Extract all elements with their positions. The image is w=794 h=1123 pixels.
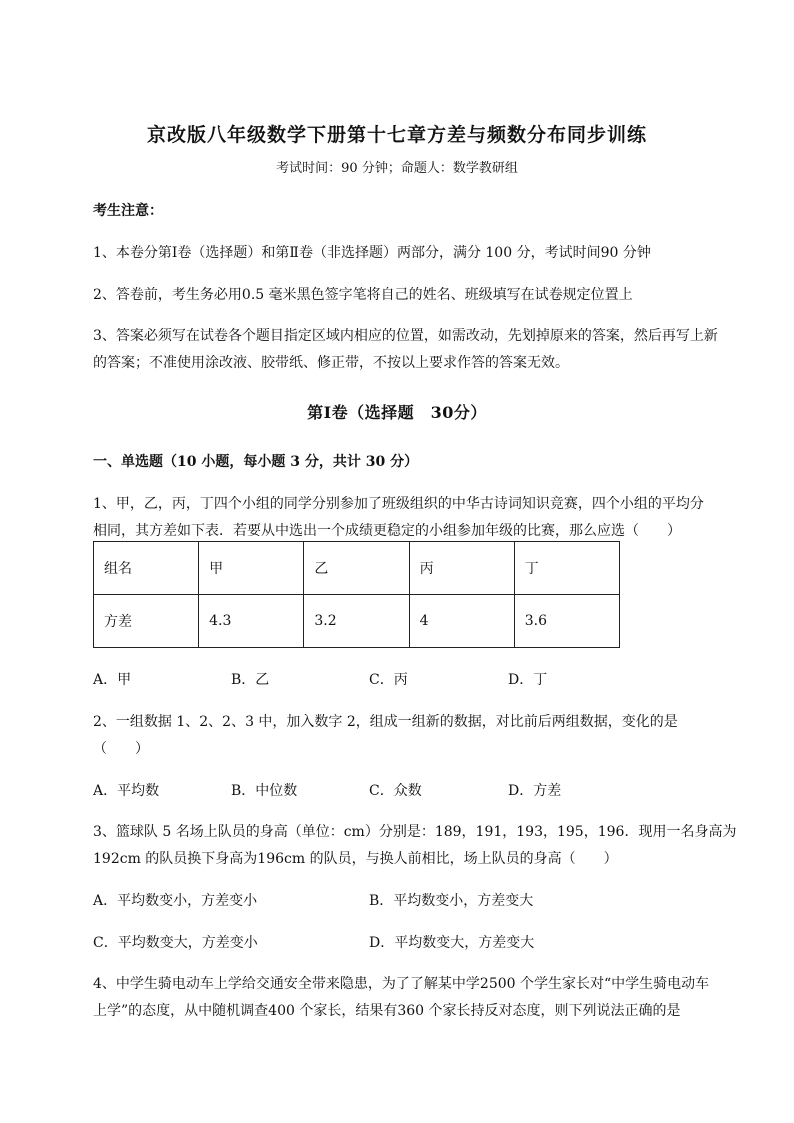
- question-1-option-b[interactable]: B．乙: [231, 672, 270, 688]
- page-title: 京改版八年级数学下册第十七章方差与频数分布同步训练: [146, 124, 647, 146]
- question-3-line-2: 192cm 的队员换下身高为196cm 的队员，与换人前相比，场上队员的身高（ ）: [93, 851, 618, 867]
- table-cell: 4.3: [199, 595, 304, 648]
- section-title: 第Ⅰ卷（选择题 30分）: [307, 403, 487, 422]
- variance-table: [93, 541, 620, 648]
- table-cell: 丙: [409, 542, 514, 595]
- table-cell: 4: [409, 595, 514, 648]
- notice-item-2: 2、答卷前，考生务必用0.5 毫米黑色签字笔将自己的姓名、班级填写在试卷规定位置上: [93, 287, 633, 303]
- section-subheading: 一、单选题（10 小题，每小题 3 分，共计 30 分）: [93, 454, 419, 470]
- question-4-line-2: 上学”的态度，从中随机调查400 个家长，结果有360 个家长持反对态度，则下列说法正确的是: [93, 1003, 681, 1019]
- question-3-option-b[interactable]: B．平均数变小，方差变大: [369, 893, 534, 909]
- table-cell: 3.2: [304, 595, 409, 648]
- notice-heading: 考生注意：: [93, 203, 163, 219]
- table-cell: 甲: [199, 542, 304, 595]
- notice-item-3-line-1: 3、答案必须写在试卷各个题目指定区域内相应的位置，如需改动，先划掉原来的答案，然后再写上新: [93, 328, 718, 344]
- question-2-option-b[interactable]: B．中位数: [231, 783, 298, 799]
- question-1-option-c[interactable]: C．丙: [369, 672, 408, 688]
- table-cell: 丁: [514, 542, 619, 595]
- question-3-line-1: 3、篮球队 5 名场上队员的身高（单位：cm）分别是：189，191，193，195，196．现用一名身高为: [93, 824, 737, 840]
- question-3-option-c[interactable]: C．平均数变大，方差变小: [93, 935, 258, 951]
- table-cell: 乙: [304, 542, 409, 595]
- question-2-option-a[interactable]: A．平均数: [93, 783, 160, 799]
- question-1-option-a[interactable]: A．甲: [93, 672, 132, 688]
- question-1-option-d[interactable]: D．丁: [508, 672, 548, 688]
- table-header-row: [94, 542, 620, 595]
- table-cell: 方差: [94, 595, 199, 648]
- question-3-option-a[interactable]: A．平均数变小，方差变小: [93, 893, 258, 909]
- notice-item-3-line-2: 的答案；不准使用涂改液、胶带纸、修正带，不按以上要求作答的答案无效。: [93, 355, 569, 371]
- question-1-line-2: 相同，其方差如下表．若要从中选出一个成绩更稳定的小组参加年级的比赛，那么应选（ ）: [93, 523, 681, 539]
- table-cell: 组名: [94, 542, 199, 595]
- table-row: [94, 595, 620, 648]
- exam-info: 考试时间：90 分钟；命题人：数学教研组: [276, 161, 518, 176]
- question-2-line-1: 2、一组数据 1、2、2、3 中，加入数字 2，组成一组新的数据，对比前后两组数据，变化的是: [93, 714, 678, 730]
- question-2-option-d[interactable]: D．方差: [508, 783, 562, 799]
- question-4-line-1: 4、中学生骑电动车上学给交通安全带来隐患，为了了解某中学2500 个学生家长对“中学生骑电动车: [93, 976, 710, 992]
- table-cell: 3.6: [514, 595, 619, 648]
- question-1-line-1: 1、甲，乙，丙，丁四个小组的同学分别参加了班级组织的中华古诗词知识竞赛，四个小组的平均分: [93, 496, 704, 512]
- question-3-option-d[interactable]: D．平均数变大，方差变大: [369, 935, 535, 951]
- notice-item-1: 1、本卷分第Ⅰ卷（选择题）和第Ⅱ卷（非选择题）两部分，满分 100 分，考试时间90 分钟: [93, 245, 651, 261]
- question-2-line-2: （ ）: [93, 741, 149, 757]
- question-2-option-c[interactable]: C．众数: [369, 783, 422, 799]
